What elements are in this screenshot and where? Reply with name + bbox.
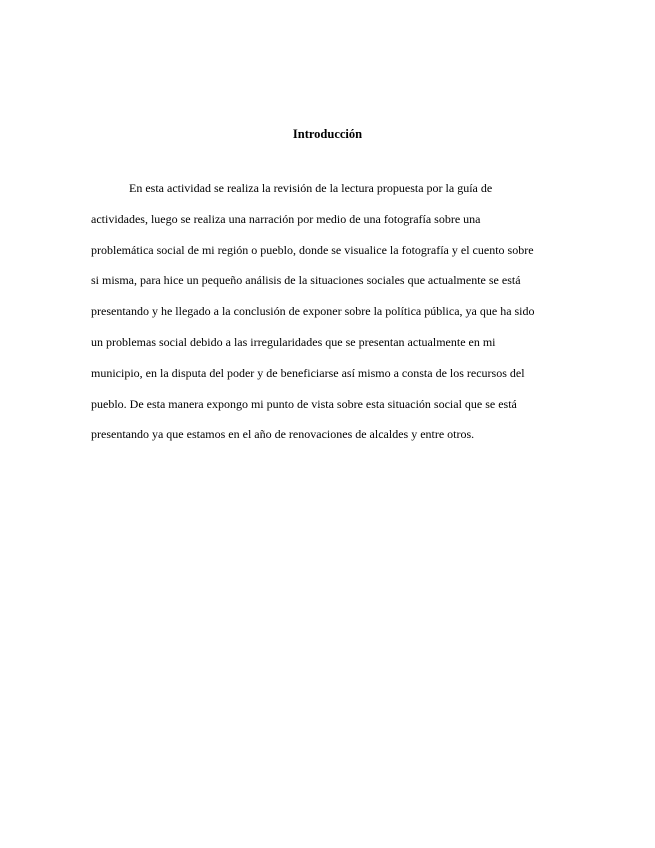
- paragraph-line: si misma, para hice un pequeño análisis de la situaciones sociales que actualmente se está: [91, 273, 521, 288]
- introduction-paragraph: [91, 173, 581, 450]
- paragraph-line: municipio, en la disputa del poder y de beneficiarse así mismo a consta de los recursos del: [91, 365, 525, 380]
- paragraph-line: presentando ya que estamos en el año de renovaciones de alcaldes y entre otros.: [91, 427, 475, 442]
- paragraph-line: En esta actividad se realiza la revisión de la lectura propuesta por la guía de: [129, 181, 493, 195]
- paragraph-line: un problemas social debido a las irregularidades que se presentan actualmente en mi: [91, 334, 496, 349]
- paragraph-line: pueblo. De esta manera expongo mi punto de vista sobre esta situación social que se está: [91, 396, 517, 411]
- paragraph-line: problemática social de mi región o pueblo, donde se visualice la fotografía y el cuento sobre: [91, 242, 534, 257]
- paragraph-line: actividades, luego se realiza una narración por medio de una fotografía sobre una: [91, 211, 481, 226]
- page-title: Introducción: [292, 127, 363, 141]
- paragraph-line: presentando y he llegado a la conclusión de exponer sobre la política pública, ya que ha sido: [91, 304, 535, 319]
